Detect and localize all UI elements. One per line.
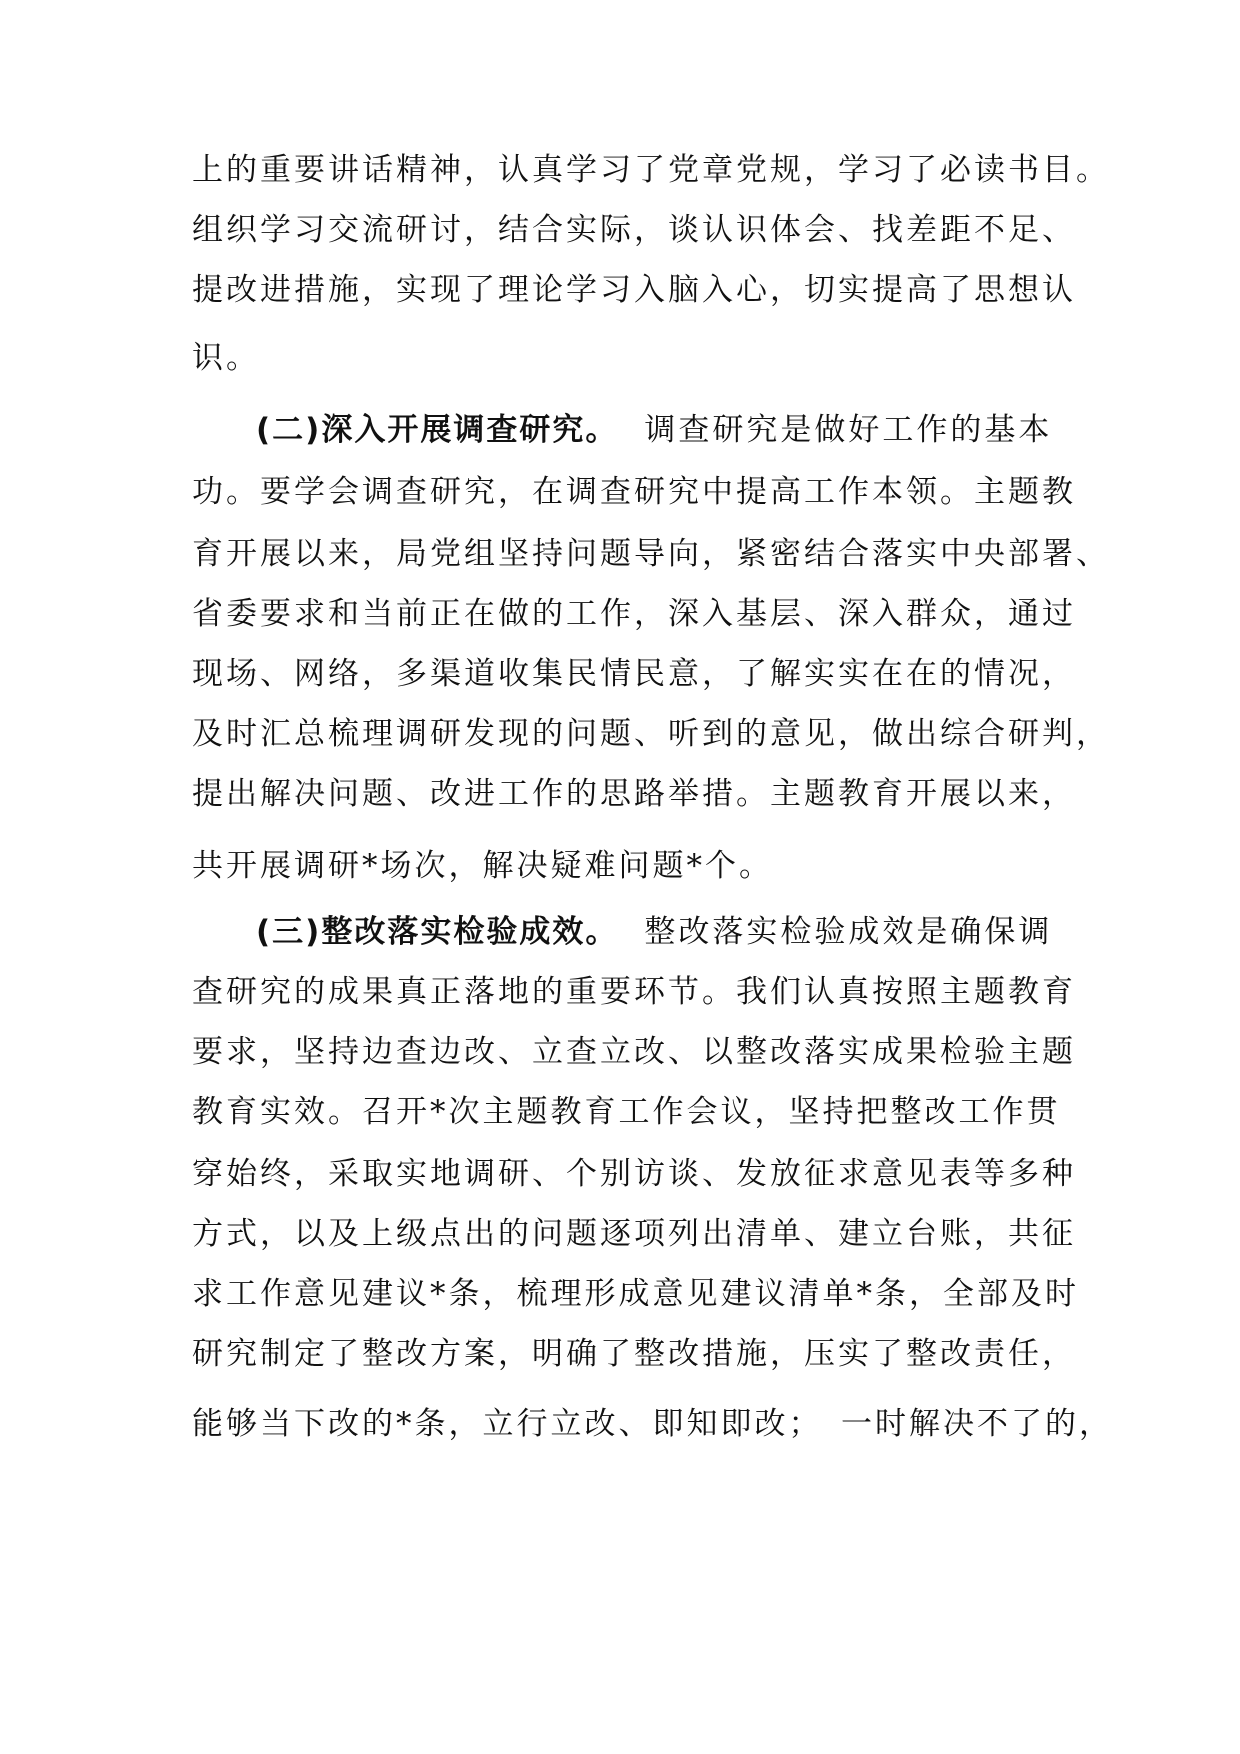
- paragraph-3-line-9: 能够当下改的*条，立行立改、即知即改； 一时解决不了的，: [192, 1406, 1113, 1442]
- paragraph-2-lead-text: 调查研究是做好工作的基本: [644, 412, 1053, 448]
- paragraph-3-line-5: 穿始终，采取实地调研、个别访谈、发放征求意见表等多种: [192, 1156, 1076, 1192]
- paragraph-3-line-4: 教育实效。召开*次主题教育工作会议，坚持把整改工作贯: [192, 1094, 1061, 1130]
- paragraph-3-line-1: [256, 912, 1116, 952]
- paragraph-1-line-1: 上的重要讲话精神，认真学习了党章党规，学习了必读书目。: [192, 152, 1110, 188]
- paragraph-1-line-3: 提改进措施，实现了理论学习入脑入心，切实提高了思想认: [192, 272, 1076, 308]
- paragraph-2-line-2: 功。要学会调查研究，在调查研究中提高工作本领。主题教: [192, 474, 1076, 510]
- paragraph-2-line-4: 省委要求和当前正在做的工作，深入基层、深入群众，通过: [192, 596, 1076, 632]
- paragraph-3-line-6: 方式，以及上级点出的问题逐项列出清单、建立台账，共征: [192, 1216, 1076, 1252]
- paragraph-2-line-6: 及时汇总梳理调研发现的问题、听到的意见，做出综合研判，: [192, 716, 1110, 752]
- paragraph-2-line-8: 共开展调研*场次，解决疑难问题*个。: [192, 848, 773, 884]
- paragraph-3-line-3: 要求，坚持边查边改、立查立改、以整改落实成果检验主题: [192, 1034, 1076, 1070]
- paragraph-3-line-2: 查研究的成果真正落地的重要环节。我们认真按照主题教育: [192, 974, 1076, 1010]
- paragraph-1-line-4: 识。: [192, 340, 260, 376]
- paragraph-2-line-3: 育开展以来，局党组坚持问题导向，紧密结合落实中央部署、: [192, 536, 1110, 572]
- paragraph-3-lead-text: 整改落实检验成效是确保调: [644, 914, 1053, 950]
- paragraph-3-line-8: 研究制定了整改方案，明确了整改措施，压实了整改责任，: [192, 1336, 1076, 1372]
- paragraph-3-line-7: 求工作意见建议*条，梳理形成意见建议清单*条，全部及时: [192, 1276, 1079, 1312]
- section-heading-3: (三)整改落实检验成效。: [256, 914, 619, 950]
- paragraph-1-line-2: 组织学习交流研讨，结合实际，谈认识体会、找差距不足、: [192, 212, 1076, 248]
- paragraph-2-line-7: 提出解决问题、改进工作的思路举措。主题教育开展以来，: [192, 776, 1076, 812]
- section-heading-2: (二)深入开展调查研究。: [256, 412, 619, 448]
- paragraph-2-line-5: 现场、网络，多渠道收集民情民意，了解实实在在的情况，: [192, 656, 1076, 692]
- paragraph-2-line-1: [256, 410, 1116, 450]
